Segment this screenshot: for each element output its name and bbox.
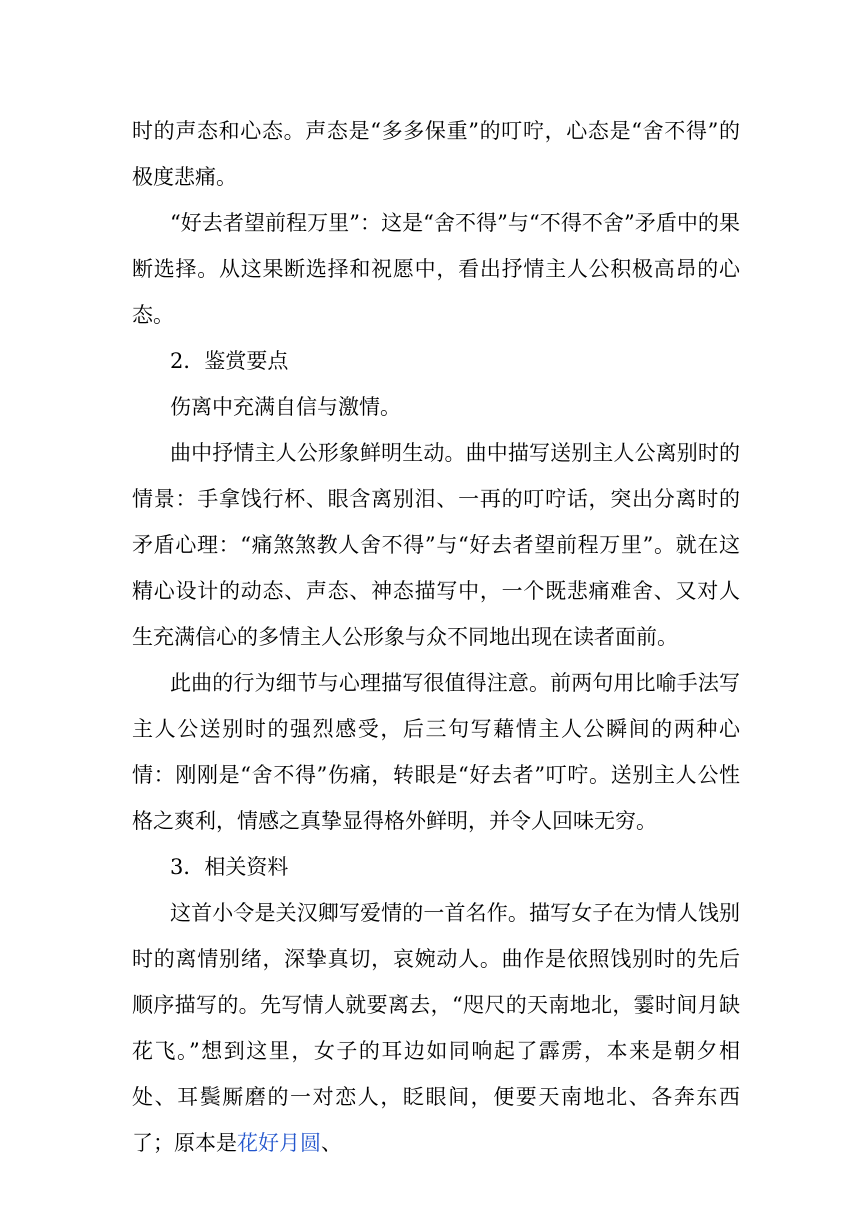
paragraph-related-materials	[132, 890, 740, 1166]
paragraph-appreciation-summary: 伤离中充满自信与激情。	[170, 395, 401, 419]
paragraph-detail-description: 此曲的行为细节与心理描写很值得注意。前两句用比喻手法写主人公送别时的强烈感受，后三句写藉情主人公瞬间的两种心情：刚刚是“舍不得”伤痛，转眼是“好去者”叮咛。送别主人公性格之爽利，情感之真挚显得格外鲜明，并令人回味无穷。	[132, 671, 740, 833]
paragraph-continuation: 时的声态和心态。声态是“多多保重”的叮咛，心态是“舍不得”的极度悲痛。	[132, 119, 740, 189]
hyperlink-huahaoyueyuan[interactable]: 花好月圆	[237, 1131, 321, 1155]
trailing-punctuation: 、	[321, 1131, 342, 1155]
paragraph-related-text: 这首小令是关汉卿写爱情的一首名作。描写女子在为情人饯别时的离情别绪，深挚真切，哀婉动人。曲作是依照饯别时的先后顺序描写的。先写情人就要离去，“咫尺的天南地北，霎时间月缺花飞。”想到这里，女子的耳边如同响起了霹雳，本来是朝夕相处、耳鬓厮磨的一对恋人，眨眼间，便要天南地北、各奔东西了；原本是	[132, 901, 740, 1155]
section-heading-appreciation: 2．鉴赏要点	[170, 349, 289, 373]
paragraph-decisive-choice: “好去者望前程万里”：这是“舍不得”与“不得不舍”矛盾中的果断选择。从这果断选择和祝愿中，看出抒情主人公积极高昂的心态。	[132, 211, 740, 327]
paragraph-character-image: 曲中抒情主人公形象鲜明生动。曲中描写送别主人公离别时的情景：手拿饯行杯、眼含离别泪、一再的叮咛话，突出分离时的矛盾心理：“痛煞煞教人舍不得”与“好去者望前程万里”。就在这精心设计的动态、声态、神态描写中，一个既悲痛难舍、又对人生充满信心的多情主人公形象与众不同地出现在读者面前。	[132, 441, 740, 649]
section-heading-related-materials: 3．相关资料	[170, 855, 289, 879]
document-body	[132, 108, 740, 1166]
